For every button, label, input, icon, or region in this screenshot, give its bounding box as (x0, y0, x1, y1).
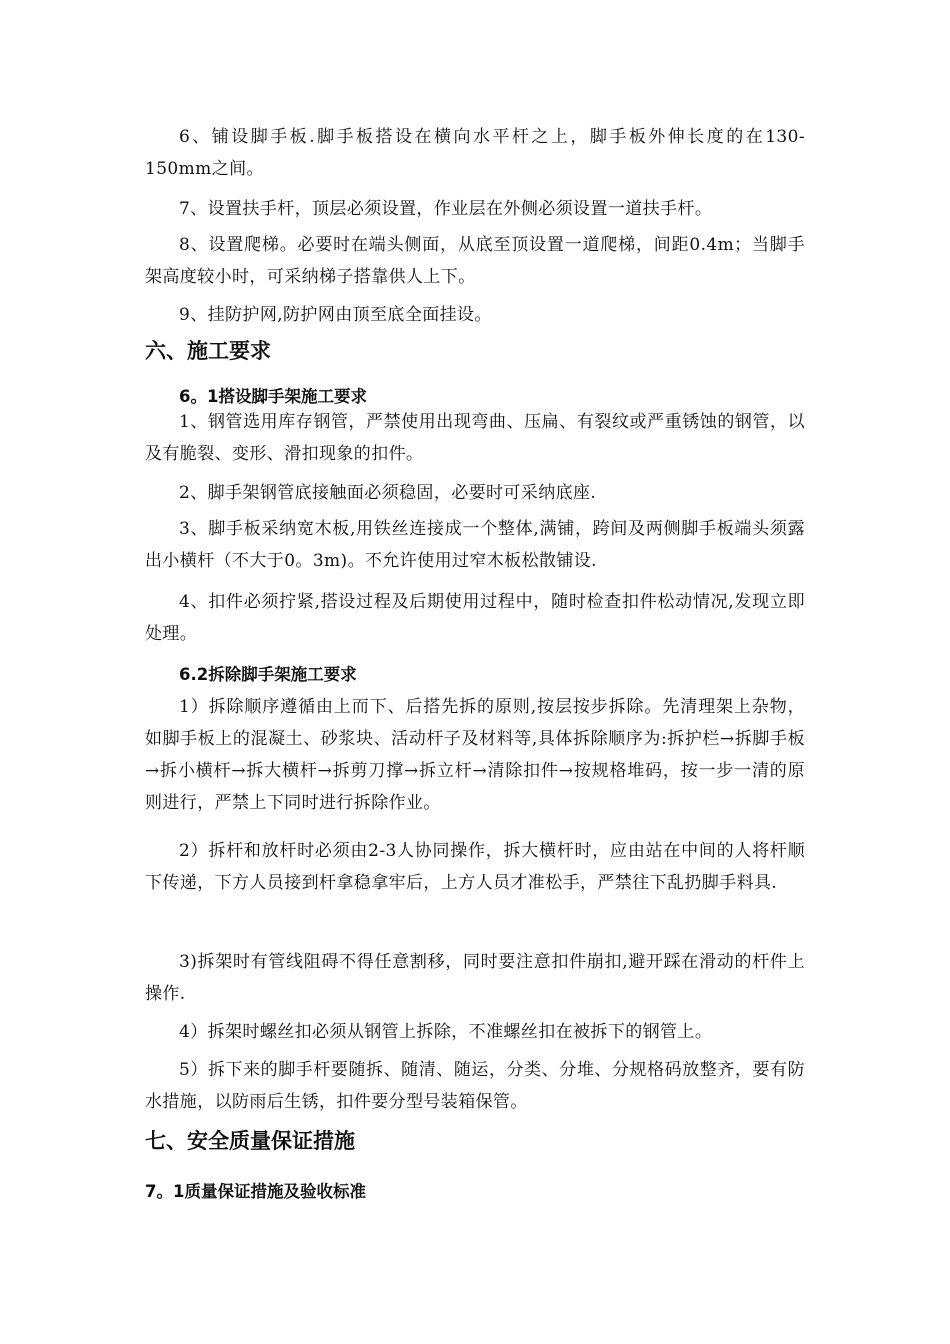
list-item-6-2-4: 4）拆架时螺丝扣必须从钢管上拆除，不准螺丝扣在被拆下的钢管上。 (179, 1022, 713, 1042)
paragraph-item-6: 6、铺设脚手板.脚手板搭设在横向水平杆之上，脚手板外伸长度的在130-150mm之间。 (145, 127, 805, 179)
list-item-6-2-5: 5）拆下来的脚手杆要随拆、随清、随运，分类、分堆、分规格码放整齐，要有防水措施，以防雨后生锈，扣件要分型号装箱保管。 (145, 1060, 805, 1112)
paragraph-item-7: 7、设置扶手杆，顶层必须设置，作业层在外侧必须设置一道扶手杆。 (179, 199, 713, 219)
section-heading-7: 七、安全质量保证措施 (145, 1129, 355, 1153)
section-heading-6: 六、施工要求 (145, 339, 271, 363)
paragraph-item-8: 8、设置爬梯。必要时在端头侧面，从底至顶设置一道爬梯，间距0.4m；当脚手架高度较小时，可采纳梯子搭靠供人上下。 (145, 235, 805, 287)
list-item-6-2-3: 3)拆架时有管线阻碍不得任意割移，同时要注意扣件崩扣,避开踩在滑动的杆件上操作. (145, 952, 805, 1004)
list-item-6-1-3: 3、脚手板采纳宽木板,用铁丝连接成一个整体,满铺，跨间及两侧脚手板端头须露出小横杆（不大于0。3m)。不允许使用过窄木板松散铺设. (145, 519, 805, 571)
list-item-6-1-4: 4、扣件必须拧紧,搭设过程及后期使用过程中，随时检查扣件松动情况,发现立即处理。 (145, 592, 805, 644)
list-item-6-1-1: 1、钢管选用库存钢管，严禁使用出现弯曲、压扁、有裂纹或严重锈蚀的钢管，以及有脆裂、变形、滑扣现象的扣件。 (145, 412, 805, 464)
subsection-heading-7-1: 7。1质量保证措施及验收标准 (145, 1182, 366, 1201)
paragraph-item-9: 9、挂防护网,防护网由顶至底全面挂设。 (179, 305, 492, 325)
subsection-heading-6-2: 6.2拆除脚手架施工要求 (179, 665, 357, 684)
list-item-6-1-2: 2、脚手架钢管底接触面必须稳固，必要时可采纳底座. (179, 483, 597, 503)
subsection-heading-6-1: 6。1搭设脚手架施工要求 (179, 387, 367, 406)
list-item-6-2-2: 2）拆杆和放杆时必须由2-3人协同操作，拆大横杆时，应由站在中间的人将杆顺下传递，下方人员接到杆拿稳拿牢后，上方人员才准松手，严禁往下乱扔脚手料具. (145, 841, 805, 893)
list-item-6-2-1: 1）拆除顺序遵循由上而下、后搭先拆的原则,按层按步拆除。先清理架上杂物，如脚手板上的混凝土、砂浆块、活动杆子及材料等,具体拆除顺序为:拆护栏→拆脚手板→拆小横杆→拆大横杆→拆剪刀撑→拆立杆→清除扣件→按规格堆码，按一步一清的原则进行，严禁上下同时进行拆除作业。 (145, 697, 805, 813)
